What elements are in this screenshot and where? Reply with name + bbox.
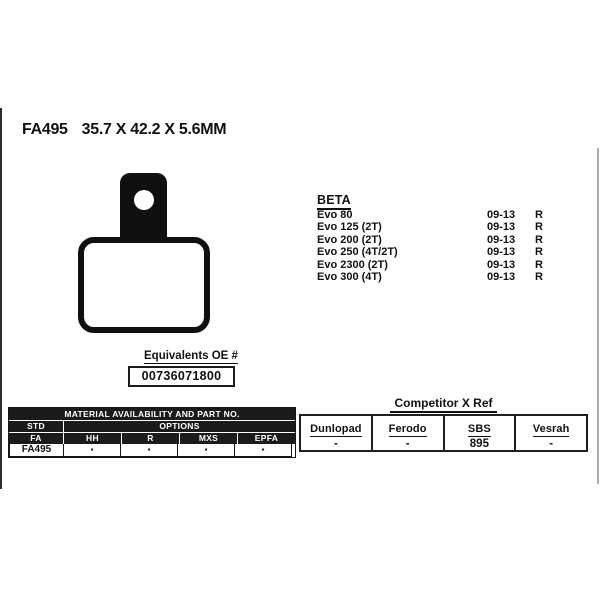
competitor-xref-table [299, 414, 588, 452]
oe-number: 00736071800 [141, 369, 222, 383]
competitor-value: - [549, 438, 554, 450]
year-range: 09-13 [487, 233, 516, 246]
options-header: OPTIONS [64, 421, 295, 432]
model-name: Evo 300 (4T) [317, 270, 382, 283]
competitor-brand: Ferodo [388, 423, 427, 435]
page-title [22, 121, 226, 139]
option-value-cell: ▪ [63, 444, 121, 457]
year-range: 09-13 [487, 221, 516, 234]
fitment-row [317, 221, 549, 233]
competitor-value: - [405, 438, 410, 450]
option-value-cell: ▪ [120, 444, 178, 457]
year-range: 09-13 [487, 258, 516, 271]
option-column-header: HH [64, 433, 121, 444]
model-name: Evo 200 (2T) [317, 233, 382, 246]
material-table-title: MATERIAL AVAILABILITY AND PART NO. [9, 408, 295, 420]
year-range: 09-13 [487, 246, 516, 259]
competitor-brand: Vesrah [532, 423, 570, 435]
model-name: Evo 250 (4T/2T) [317, 246, 398, 259]
page-border-left [0, 108, 2, 489]
pad-mounting-hole [134, 190, 154, 210]
pad-backplate-tab [120, 173, 167, 243]
table-row [9, 444, 295, 457]
position-code: R [535, 246, 543, 259]
table-row [9, 408, 295, 420]
material-availability-table [8, 407, 296, 458]
competitor-brand: Dunlopad [310, 423, 362, 435]
part-number-cell: FA495 [9, 444, 64, 457]
brand-heading: BETA [317, 193, 351, 210]
fitment-row [317, 209, 549, 221]
fitment-row [317, 259, 549, 271]
oe-number-box [128, 366, 235, 387]
position-code: R [535, 258, 543, 271]
option-column-header: R [122, 433, 179, 444]
pad-body-outline [78, 237, 210, 333]
table-row [9, 421, 295, 432]
position-code: R [535, 221, 543, 234]
fitment-row [317, 234, 549, 246]
year-range: 09-13 [487, 270, 516, 283]
fitment-row [317, 271, 549, 283]
competitor-brand: SBS [467, 423, 491, 435]
competitor-xref-heading-text: Competitor X Ref [390, 396, 496, 413]
equivalents-heading: Equivalents OE # [144, 350, 238, 362]
fitment-row [317, 246, 549, 258]
option-value-cell: ▪ [177, 444, 235, 457]
model-name: Evo 80 [317, 209, 353, 221]
table-row [9, 433, 295, 444]
option-column-header: MXS [180, 433, 237, 444]
option-value-cell: ▪ [234, 444, 292, 457]
fa-header: FA [9, 433, 63, 444]
position-code: R [535, 209, 543, 221]
year-range: 09-13 [487, 209, 516, 221]
part-number-text: FA495 [22, 121, 68, 138]
option-column-header: EPFA [238, 433, 295, 444]
fitment-list [317, 209, 549, 283]
model-name: Evo 2300 (2T) [317, 258, 388, 271]
competitor-value: - [333, 438, 338, 450]
position-code: R [535, 233, 543, 246]
model-name: Evo 125 (2T) [317, 221, 382, 234]
competitor-cell [301, 416, 371, 450]
dimensions-text: 35.7 X 42.2 X 5.6MM [81, 121, 227, 138]
competitor-cell [371, 416, 443, 450]
competitor-value: 895 [469, 438, 489, 450]
std-header: STD [9, 421, 63, 432]
competitor-cell [443, 416, 515, 450]
page-border-right [597, 148, 599, 484]
competitor-xref-heading [299, 396, 588, 410]
position-code: R [535, 270, 543, 283]
competitor-cell [514, 416, 586, 450]
